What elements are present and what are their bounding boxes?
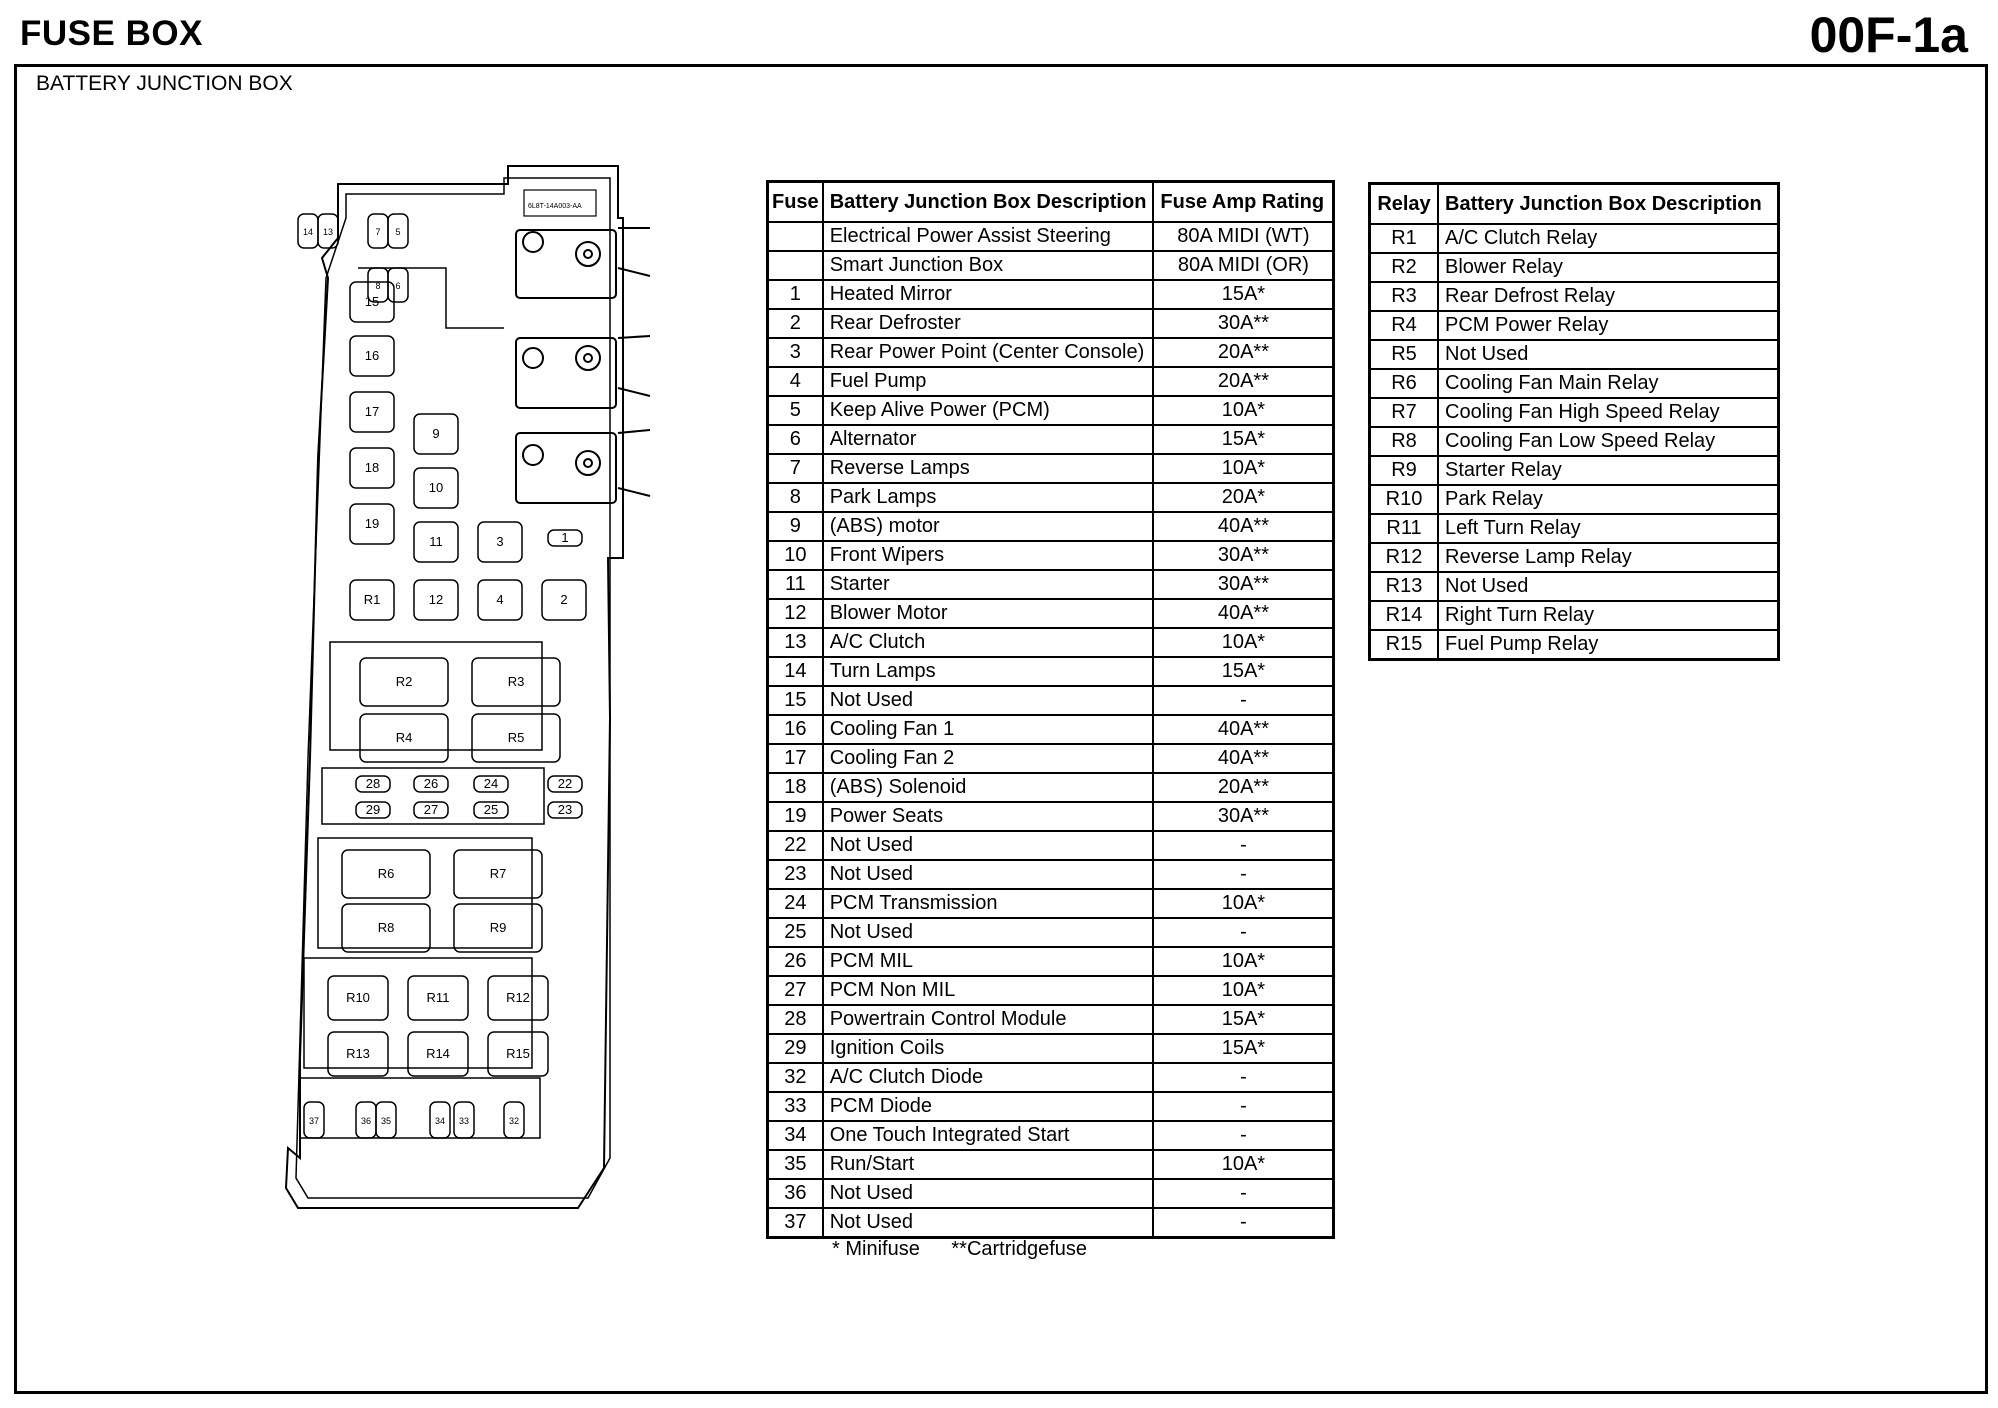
fuse-row	[768, 280, 1334, 309]
fuse-row	[768, 947, 1334, 976]
fuse-fuse-cell: 25	[768, 918, 823, 947]
fuse-rating-cell: -	[1153, 831, 1334, 860]
fuse-description-cell: PCM MIL	[823, 947, 1154, 976]
fuse-rating-cell: 20A**	[1153, 773, 1334, 802]
fuse-rating-cell: -	[1153, 1208, 1334, 1238]
slot-8: 8	[375, 281, 381, 291]
fuse-rating-cell: -	[1153, 1063, 1334, 1092]
fuse-row	[768, 309, 1334, 338]
fuse-row	[768, 802, 1334, 831]
col-relay-description: Battery Junction Box Description	[1438, 184, 1779, 225]
fuse-row	[768, 686, 1334, 715]
fuse-fuse-cell: 1	[768, 280, 823, 309]
slot-3: 3	[496, 534, 504, 549]
slot-28: 28	[365, 776, 381, 791]
fuse-description-cell: Rear Defroster	[823, 309, 1154, 338]
fuse-row	[768, 831, 1334, 860]
fuse-description-cell: PCM Non MIL	[823, 976, 1154, 1005]
fuse-description-cell: Not Used	[823, 860, 1154, 889]
fuse-fuse-cell: 36	[768, 1179, 823, 1208]
relay-relay-cell: R14	[1370, 601, 1439, 630]
fuse-rating-cell: 30A**	[1153, 802, 1334, 831]
relay-row	[1370, 427, 1779, 456]
legend-minifuse: * Minifuse	[832, 1238, 920, 1260]
relay-row	[1370, 340, 1779, 369]
relay-relay-cell: R11	[1370, 514, 1439, 543]
fuse-description-cell: (ABS) Solenoid	[823, 773, 1154, 802]
fuse-rating-cell: 20A*	[1153, 483, 1334, 512]
slot-2: 2	[560, 592, 568, 607]
fuse-row	[768, 860, 1334, 889]
fuse-row	[768, 454, 1334, 483]
fuse-description-cell: Cooling Fan 2	[823, 744, 1154, 773]
col-description: Battery Junction Box Description	[823, 182, 1154, 223]
relay-row	[1370, 224, 1779, 253]
fuse-description-cell: Not Used	[823, 831, 1154, 860]
slot-r4: R4	[395, 730, 413, 745]
relay-relay-cell: R13	[1370, 572, 1439, 601]
slot-r6: R6	[377, 866, 395, 881]
fuse-description-cell: Ignition Coils	[823, 1034, 1154, 1063]
relay-relay-cell: R3	[1370, 282, 1439, 311]
relay-row	[1370, 514, 1779, 543]
fuse-fuse-cell: 15	[768, 686, 823, 715]
slot-r2: R2	[395, 674, 413, 689]
relay-row	[1370, 630, 1779, 660]
fuse-description-cell: Reverse Lamps	[823, 454, 1154, 483]
relay-relay-cell: R8	[1370, 427, 1439, 456]
slot-10: 10	[428, 480, 444, 495]
fuse-rating-cell: -	[1153, 1179, 1334, 1208]
fuse-rating-cell: 40A**	[1153, 715, 1334, 744]
legend	[832, 1238, 1113, 1261]
relay-relay-cell: R12	[1370, 543, 1439, 572]
fuse-row	[768, 251, 1334, 280]
relay-relay-cell: R4	[1370, 311, 1439, 340]
fuse-fuse-cell: 4	[768, 367, 823, 396]
relay-description-cell: Blower Relay	[1438, 253, 1779, 282]
slot-26: 26	[423, 776, 439, 791]
fuse-row	[768, 1150, 1334, 1179]
fuse-fuse-cell: 2	[768, 309, 823, 338]
relay-row	[1370, 601, 1779, 630]
fuse-description-cell: Run/Start	[823, 1150, 1154, 1179]
relay-description-cell: Cooling Fan High Speed Relay	[1438, 398, 1779, 427]
fuse-rating-cell: 30A**	[1153, 541, 1334, 570]
fuse-fuse-cell: 37	[768, 1208, 823, 1238]
slot-36: 36	[360, 1116, 372, 1126]
slot-1: 1	[561, 530, 569, 545]
fuse-row	[768, 1179, 1334, 1208]
slot-14: 14	[302, 227, 314, 237]
fuse-fuse-cell: 27	[768, 976, 823, 1005]
slot-34: 34	[434, 1116, 446, 1126]
fuse-row	[768, 541, 1334, 570]
fuse-fuse-cell: 5	[768, 396, 823, 425]
panel-label: BATTERY JUNCTION BOX	[36, 72, 293, 95]
slot-11: 11	[429, 534, 443, 549]
fuse-table	[766, 180, 1335, 1239]
fuse-description-cell: Turn Lamps	[823, 657, 1154, 686]
slot-23: 23	[557, 802, 573, 817]
fuse-description-cell: Cooling Fan 1	[823, 715, 1154, 744]
fuse-description-cell: A/C Clutch	[823, 628, 1154, 657]
fuse-description-cell: Heated Mirror	[823, 280, 1154, 309]
slot-18: 18	[364, 460, 380, 475]
fuse-description-cell: Smart Junction Box	[823, 251, 1154, 280]
fuse-fuse-cell: 22	[768, 831, 823, 860]
fuse-fuse-cell: 23	[768, 860, 823, 889]
relay-description-cell: Rear Defrost Relay	[1438, 282, 1779, 311]
fuse-row	[768, 338, 1334, 367]
relay-description-cell: Fuel Pump Relay	[1438, 630, 1779, 660]
fuse-row	[768, 976, 1334, 1005]
relay-description-cell: Cooling Fan Low Speed Relay	[1438, 427, 1779, 456]
fuse-row	[768, 1208, 1334, 1238]
relay-relay-cell: R15	[1370, 630, 1439, 660]
fuse-rating-cell: 10A*	[1153, 628, 1334, 657]
relay-description-cell: Not Used	[1438, 340, 1779, 369]
fuse-description-cell: One Touch Integrated Start	[823, 1121, 1154, 1150]
fuse-description-cell: Keep Alive Power (PCM)	[823, 396, 1154, 425]
fuse-row	[768, 1121, 1334, 1150]
slot-r1: R1	[363, 592, 381, 607]
slot-4: 4	[496, 592, 504, 607]
fuse-row	[768, 512, 1334, 541]
relay-row	[1370, 456, 1779, 485]
relay-row	[1370, 398, 1779, 427]
fuse-description-cell: Power Seats	[823, 802, 1154, 831]
fuse-fuse-cell: 6	[768, 425, 823, 454]
fuse-row	[768, 599, 1334, 628]
relay-relay-cell: R10	[1370, 485, 1439, 514]
fuse-description-cell: Park Lamps	[823, 483, 1154, 512]
fuse-table-header	[768, 182, 1334, 223]
relay-description-cell: Starter Relay	[1438, 456, 1779, 485]
fuse-fuse-cell: 10	[768, 541, 823, 570]
fuse-description-cell: PCM Diode	[823, 1092, 1154, 1121]
fuse-rating-cell: 15A*	[1153, 425, 1334, 454]
relay-relay-cell: R5	[1370, 340, 1439, 369]
relay-relay-cell: R6	[1370, 369, 1439, 398]
relay-row	[1370, 485, 1779, 514]
fuse-description-cell: A/C Clutch Diode	[823, 1063, 1154, 1092]
slot-r14: R14	[426, 1046, 450, 1061]
slot-17: 17	[364, 404, 380, 419]
fuse-rating-cell: -	[1153, 918, 1334, 947]
fuse-fuse-cell: 16	[768, 715, 823, 744]
fuse-description-cell: Rear Power Point (Center Console)	[823, 338, 1154, 367]
fuse-rating-cell: 10A*	[1153, 454, 1334, 483]
relay-row	[1370, 253, 1779, 282]
fuse-description-cell: Powertrain Control Module	[823, 1005, 1154, 1034]
fuse-rating-cell: 10A*	[1153, 947, 1334, 976]
fuse-row	[768, 715, 1334, 744]
fuse-row	[768, 367, 1334, 396]
fuse-fuse-cell: 34	[768, 1121, 823, 1150]
fuse-rating-cell: 20A**	[1153, 338, 1334, 367]
relay-row	[1370, 572, 1779, 601]
fuse-row	[768, 1005, 1334, 1034]
fuse-rating-cell: 40A**	[1153, 512, 1334, 541]
slot-33: 33	[458, 1116, 470, 1126]
relay-row	[1370, 543, 1779, 572]
slot-7: 7	[375, 227, 381, 237]
page-code: 00F-1a	[1809, 7, 1968, 63]
housing-outline	[286, 166, 623, 1208]
slot-19: 19	[364, 516, 380, 531]
relay-description-cell: A/C Clutch Relay	[1438, 224, 1779, 253]
fuse-description-cell: Not Used	[823, 686, 1154, 715]
relay-bay-lower	[304, 958, 532, 1068]
relay-description-cell: Left Turn Relay	[1438, 514, 1779, 543]
fuse-rating-cell: 15A*	[1153, 1034, 1334, 1063]
fuse-rating-cell: 15A*	[1153, 1005, 1334, 1034]
fuse-fuse-cell: 24	[768, 889, 823, 918]
fuse-row	[768, 425, 1334, 454]
fuse-row	[768, 744, 1334, 773]
fuse-description-cell: Fuel Pump	[823, 367, 1154, 396]
slot-r15: R15	[506, 1046, 530, 1061]
slot-22: 22	[557, 776, 573, 791]
fuse-fuse-cell: 14	[768, 657, 823, 686]
fuse-description-cell: Not Used	[823, 918, 1154, 947]
fuse-rating-cell: 80A MIDI (WT)	[1153, 222, 1334, 251]
slot-29: 29	[365, 802, 381, 817]
relay-row	[1370, 311, 1779, 340]
fuse-description-cell: (ABS) motor	[823, 512, 1154, 541]
slot-r5: R5	[507, 730, 525, 745]
col-fuse: Fuse	[768, 182, 823, 223]
fuse-rating-cell: 15A*	[1153, 657, 1334, 686]
fuse-rating-cell: 10A*	[1153, 889, 1334, 918]
col-relay: Relay	[1370, 184, 1439, 225]
fuse-fuse-cell: 18	[768, 773, 823, 802]
fuse-description-cell: Not Used	[823, 1208, 1154, 1238]
fuse-row	[768, 483, 1334, 512]
slot-r8: R8	[377, 920, 395, 935]
slot-r11: R11	[426, 990, 450, 1005]
fuse-rating-cell: 40A**	[1153, 744, 1334, 773]
fuse-row	[768, 628, 1334, 657]
fuse-rating-cell: 10A*	[1153, 396, 1334, 425]
fuse-rating-cell: 80A MIDI (OR)	[1153, 251, 1334, 280]
slot-15: 15	[364, 294, 380, 309]
slot-r9: R9	[489, 920, 507, 935]
slot-12: 12	[428, 592, 444, 607]
relay-description-cell: Cooling Fan Main Relay	[1438, 369, 1779, 398]
relay-relay-cell: R9	[1370, 456, 1439, 485]
relay-relay-cell: R7	[1370, 398, 1439, 427]
fuse-description-cell: Alternator	[823, 425, 1154, 454]
fuse-description-cell: Not Used	[823, 1179, 1154, 1208]
relay-relay-cell: R1	[1370, 224, 1439, 253]
slot-13: 13	[322, 227, 334, 237]
slot-r10: R10	[346, 990, 370, 1005]
fuse-row	[768, 918, 1334, 947]
slot-r7: R7	[489, 866, 507, 881]
fuse-description-cell: PCM Transmission	[823, 889, 1154, 918]
fuse-rating-cell: 40A**	[1153, 599, 1334, 628]
fuse-row	[768, 570, 1334, 599]
relay-table-header	[1370, 184, 1779, 225]
legend-cartridge: **Cartridgefuse	[951, 1238, 1087, 1260]
fuse-fuse-cell: 11	[768, 570, 823, 599]
slot-r13: R13	[346, 1046, 370, 1061]
fuse-row	[768, 773, 1334, 802]
fuse-rating-cell: 30A**	[1153, 570, 1334, 599]
fuse-fuse-cell: 7	[768, 454, 823, 483]
relay-description-cell: Park Relay	[1438, 485, 1779, 514]
fuse-row	[768, 1092, 1334, 1121]
fuse-fuse-cell	[768, 251, 823, 280]
slot-5: 5	[395, 227, 401, 237]
fuse-fuse-cell: 13	[768, 628, 823, 657]
slot-16: 16	[364, 348, 380, 363]
fuse-rating-cell: 10A*	[1153, 976, 1334, 1005]
fuse-fuse-cell: 33	[768, 1092, 823, 1121]
slot-6: 6	[395, 281, 401, 291]
fuse-row	[768, 396, 1334, 425]
fuse-description-cell: Electrical Power Assist Steering	[823, 222, 1154, 251]
relay-relay-cell: R2	[1370, 253, 1439, 282]
fuse-row	[768, 657, 1334, 686]
fuse-row	[768, 222, 1334, 251]
housing-inner	[296, 178, 610, 1198]
slot-r12: R12	[506, 990, 530, 1005]
fuse-row	[768, 889, 1334, 918]
fuse-fuse-cell	[768, 222, 823, 251]
fuse-row	[768, 1034, 1334, 1063]
fuse-fuse-cell: 19	[768, 802, 823, 831]
part-number: 6L8T-14A003-AA	[528, 203, 582, 210]
slot-35: 35	[380, 1116, 392, 1126]
fuse-description-cell: Starter	[823, 570, 1154, 599]
fuse-fuse-cell: 28	[768, 1005, 823, 1034]
fuse-rating-cell: 15A*	[1153, 280, 1334, 309]
relay-description-cell: Not Used	[1438, 572, 1779, 601]
slot-37: 37	[308, 1116, 320, 1126]
fuse-rating-cell: -	[1153, 686, 1334, 715]
fuse-row	[768, 1063, 1334, 1092]
fuse-fuse-cell: 32	[768, 1063, 823, 1092]
relay-description-cell: Right Turn Relay	[1438, 601, 1779, 630]
slot-r3: R3	[507, 674, 525, 689]
fuse-fuse-cell: 29	[768, 1034, 823, 1063]
page-title: FUSE BOX	[20, 14, 203, 53]
relay-table	[1368, 182, 1780, 661]
fuse-fuse-cell: 12	[768, 599, 823, 628]
col-rating: Fuse Amp Rating	[1153, 182, 1334, 223]
fuse-fuse-cell: 17	[768, 744, 823, 773]
fuse-fuse-cell: 35	[768, 1150, 823, 1179]
fuse-box-diagram	[278, 158, 708, 1238]
fuse-fuse-cell: 9	[768, 512, 823, 541]
relay-description-cell: Reverse Lamp Relay	[1438, 543, 1779, 572]
fuse-description-cell: Front Wipers	[823, 541, 1154, 570]
relay-description-cell: PCM Power Relay	[1438, 311, 1779, 340]
fuse-rating-cell: -	[1153, 860, 1334, 889]
midi-terminals	[516, 190, 650, 503]
fuse-rating-cell: 30A**	[1153, 309, 1334, 338]
fuse-fuse-cell: 8	[768, 483, 823, 512]
fuse-description-cell: Blower Motor	[823, 599, 1154, 628]
relay-row	[1370, 282, 1779, 311]
fuse-rating-cell: 20A**	[1153, 367, 1334, 396]
fuse-rating-cell: -	[1153, 1092, 1334, 1121]
relay-row	[1370, 369, 1779, 398]
slot-24: 24	[483, 776, 499, 791]
fuse-rating-cell: 10A*	[1153, 1150, 1334, 1179]
slot-25: 25	[483, 802, 499, 817]
fuse-fuse-cell: 26	[768, 947, 823, 976]
fuse-rating-cell: -	[1153, 1121, 1334, 1150]
slot-27: 27	[423, 802, 439, 817]
fuse-fuse-cell: 3	[768, 338, 823, 367]
slot-32: 32	[508, 1116, 520, 1126]
slot-9: 9	[432, 426, 440, 441]
